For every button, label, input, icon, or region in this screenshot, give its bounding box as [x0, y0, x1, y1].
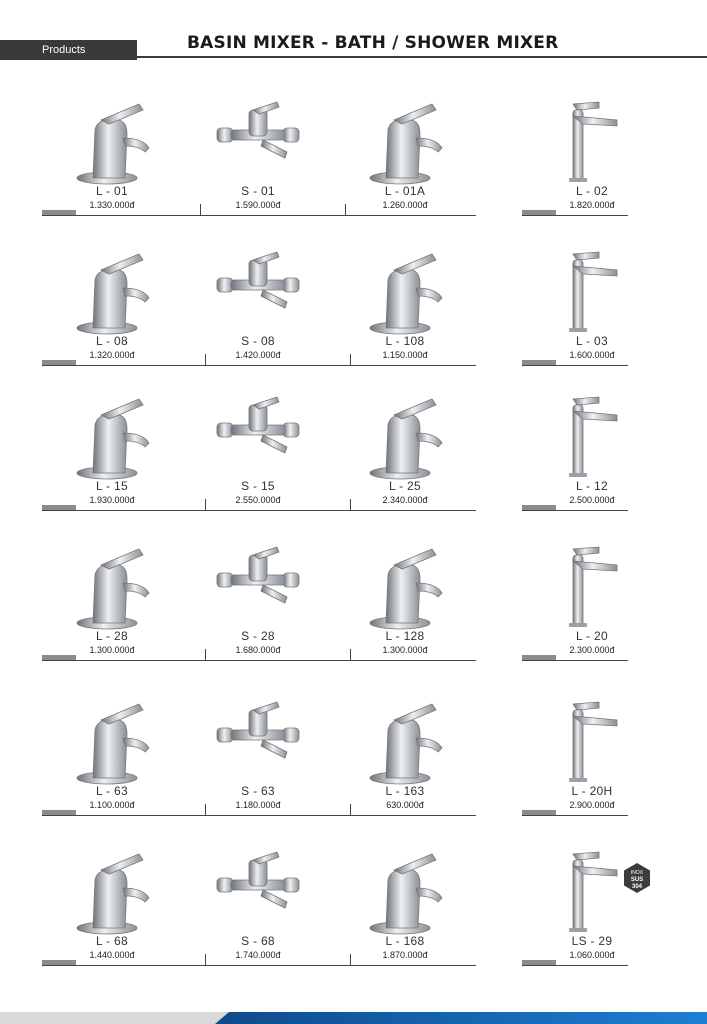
row-grey-tab — [42, 960, 76, 965]
badge-line3: 304 — [631, 884, 643, 890]
shower-mixer-icon — [203, 535, 313, 635]
shower-mixer-icon — [203, 690, 313, 790]
product-price: 1.180.000đ — [235, 800, 281, 810]
footer-accent — [215, 1012, 707, 1024]
badge-line1: INOX — [630, 870, 644, 876]
product-price: 630.000đ — [386, 800, 424, 810]
products-catalogue-tag — [0, 40, 137, 76]
row-grey-tab-right — [522, 960, 556, 965]
basin-mixer-icon — [350, 690, 460, 790]
shower-mixer-icon — [203, 385, 313, 485]
row-underline — [42, 815, 476, 816]
row-underline — [42, 510, 476, 511]
product-price: 1.330.000đ — [89, 200, 135, 210]
product-code: L - 03 — [575, 334, 609, 348]
product-code: S - 28 — [241, 629, 275, 643]
product-price: 1.300.000đ — [382, 645, 428, 655]
basin-mixer-icon — [537, 90, 647, 190]
product-price: 1.260.000đ — [382, 200, 428, 210]
product-price: 1.100.000đ — [89, 800, 135, 810]
product-code: L - 28 — [95, 629, 129, 643]
product-code: L - 68 — [95, 934, 129, 948]
shower-mixer-icon — [203, 840, 313, 940]
page-title: BASIN MIXER - BATH / SHOWER MIXER — [187, 33, 559, 53]
basin-mixer-icon — [537, 690, 647, 790]
shower-mixer-icon — [203, 240, 313, 340]
product-price: 2.340.000đ — [382, 495, 428, 505]
product-code: L - 01A — [384, 184, 426, 198]
header-rule — [137, 56, 707, 58]
basin-mixer-icon — [350, 90, 460, 190]
row-grey-tab — [42, 360, 76, 365]
row-grey-tab — [42, 655, 76, 660]
product-code: S - 01 — [241, 184, 275, 198]
product-price: 1.930.000đ — [89, 495, 135, 505]
row-underline-right — [522, 660, 628, 661]
basin-mixer-icon — [57, 840, 167, 940]
row-underline — [42, 965, 476, 966]
catalogue-label: Products Catalogue — [42, 44, 93, 76]
row-underline — [42, 365, 476, 366]
basin-mixer-icon — [350, 385, 460, 485]
product-code: L - 63 — [95, 784, 129, 798]
product-code: S - 08 — [241, 334, 275, 348]
product-price: 1.740.000đ — [235, 950, 281, 960]
product-code: L - 20 — [575, 629, 609, 643]
row-underline-right — [522, 965, 628, 966]
row-underline-right — [522, 365, 628, 366]
basin-mixer-icon — [57, 690, 167, 790]
row-underline — [42, 215, 476, 216]
product-price: 2.900.000đ — [569, 800, 615, 810]
row-underline-right — [522, 510, 628, 511]
inox-sus304-badge — [621, 862, 653, 894]
product-code: L - 25 — [388, 479, 422, 493]
row-grey-tab — [42, 210, 76, 215]
basin-mixer-icon — [537, 240, 647, 340]
row-grey-tab — [42, 505, 76, 510]
product-code: L - 01 — [95, 184, 129, 198]
row-grey-tab — [42, 810, 76, 815]
product-code: S - 63 — [241, 784, 275, 798]
product-price: 2.500.000đ — [569, 495, 615, 505]
product-code: L - 163 — [385, 784, 425, 798]
product-price: 1.600.000đ — [569, 350, 615, 360]
product-price: 1.320.000đ — [89, 350, 135, 360]
row-grey-tab-right — [522, 505, 556, 510]
product-price: 1.820.000đ — [569, 200, 615, 210]
product-code: L - 20H — [571, 784, 613, 798]
product-code: L - 12 — [575, 479, 609, 493]
row-underline — [42, 660, 476, 661]
product-price: 2.550.000đ — [235, 495, 281, 505]
basin-mixer-icon — [57, 385, 167, 485]
basin-mixer-icon — [350, 840, 460, 940]
row-underline-right — [522, 815, 628, 816]
product-code: S - 68 — [241, 934, 275, 948]
basin-mixer-icon — [57, 90, 167, 190]
product-price: 1.680.000đ — [235, 645, 281, 655]
basin-mixer-icon — [57, 240, 167, 340]
shower-mixer-icon — [203, 90, 313, 190]
product-code: LS - 29 — [571, 934, 613, 948]
row-grey-tab-right — [522, 655, 556, 660]
product-price: 1.590.000đ — [235, 200, 281, 210]
basin-mixer-icon — [537, 535, 647, 635]
row-underline-right — [522, 215, 628, 216]
product-code: L - 15 — [95, 479, 129, 493]
product-price: 1.060.000đ — [569, 950, 615, 960]
product-code: S - 15 — [241, 479, 275, 493]
product-code: L - 08 — [95, 334, 129, 348]
product-price: 1.300.000đ — [89, 645, 135, 655]
basin-mixer-icon — [350, 535, 460, 635]
basin-mixer-icon — [537, 385, 647, 485]
product-price: 2.300.000đ — [569, 645, 615, 655]
product-code: L - 02 — [575, 184, 609, 198]
row-grey-tab-right — [522, 810, 556, 815]
product-code: L - 168 — [385, 934, 425, 948]
row-grey-tab-right — [522, 360, 556, 365]
basin-mixer-icon — [57, 535, 167, 635]
product-price: 1.150.000đ — [382, 350, 428, 360]
product-price: 1.440.000đ — [89, 950, 135, 960]
row-grey-tab-right — [522, 210, 556, 215]
product-code: L - 128 — [385, 629, 425, 643]
product-price: 1.870.000đ — [382, 950, 428, 960]
product-code: L - 108 — [385, 334, 425, 348]
product-price: 1.420.000đ — [235, 350, 281, 360]
badge-line2: SUS — [630, 877, 644, 883]
basin-mixer-icon — [350, 240, 460, 340]
